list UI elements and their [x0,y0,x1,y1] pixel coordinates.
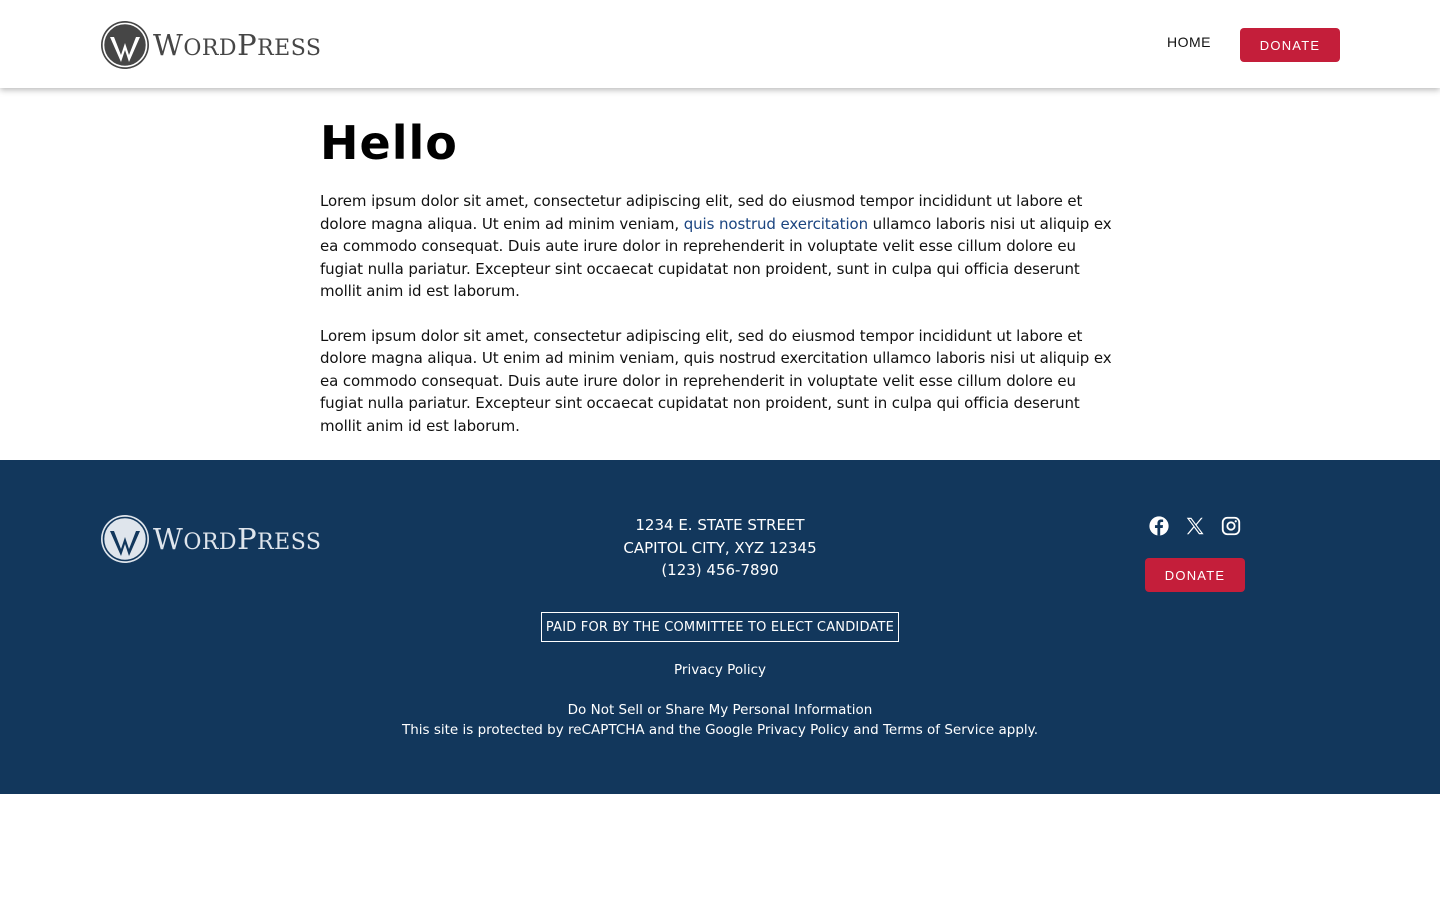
instagram-icon[interactable] [1220,515,1242,537]
address-phone: (123) 456-7890 [661,561,779,579]
recaptcha-notice: This site is protected by reCAPTCHA and the Google Privacy Policy and Terms of Service apply. [401,722,1039,738]
site-header [0,0,1440,88]
logo-wordmark: WORDPRESS [153,521,322,556]
header-donate-button[interactable]: DONATE [1240,28,1340,62]
footer-address [520,514,920,582]
x-icon[interactable] [1184,515,1206,537]
page-title: Hello [320,116,458,170]
site-footer [0,460,1440,794]
inline-link[interactable]: quis nostrud exercitation [683,214,868,233]
site-logo[interactable] [100,20,321,70]
social-links [1148,515,1242,537]
address-city: CAPITOL CITY, XYZ 12345 [623,538,817,557]
address-street: 1234 E. STATE STREET [635,516,805,534]
wordpress-logo-icon [100,514,150,564]
content-paragraph-2: Lorem ipsum dolor sit amet, consectetur adipiscing elit, sed do eiusmod tempor incididunt ut labore et dolore magna aliqua. Ut enim ad minim veniam, quis nostrud exercitation ullamco laboris nisi ut aliquip ex ea commodo consequat. Duis aute irure dolor in reprehenderit in voluptate velit esse cillum dolore eu fugiat nulla pariatur. Excepteur sint occaecat cupidatat non proident, sunt in culpa qui officia deserunt mollit anim id est laborum. [320,326,1112,435]
nav-home-link[interactable]: HOME [1167,34,1211,50]
paid-for-disclaimer: PAID FOR BY THE COMMITTEE TO ELECT CANDIDATE [541,612,899,642]
main-content [320,116,1120,437]
footer-donate-button[interactable]: DONATE [1145,558,1245,592]
google-terms-link[interactable]: Terms of Service [882,722,995,738]
logo-wordmark: WORDPRESS [153,27,322,62]
do-not-sell-link[interactable]: Do Not Sell or Share My Personal Information [567,702,873,718]
content-paragraph-1: Lorem ipsum dolor sit amet, consectetur adipiscing elit, sed do eiusmod tempor incididunt ut labore et dolore magna aliqua. Ut enim ad minim veniam, quis nostrud exercitation ullamco laboris nisi ut aliquip ex ea commodo consequat. Duis aute irure dolor in reprehenderit in voluptate velit esse cillum dolore eu fugiat nulla pariatur. Excepteur sint occaecat cupidatat non proident, sunt in culpa qui officia deserunt mollit anim id est laborum. [320,192,1112,300]
wordpress-logo-icon [100,20,150,70]
footer-logo[interactable] [100,514,321,564]
privacy-policy-link[interactable]: Privacy Policy [673,662,766,678]
google-privacy-link[interactable]: Privacy Policy [756,722,849,738]
facebook-icon[interactable] [1148,515,1170,537]
